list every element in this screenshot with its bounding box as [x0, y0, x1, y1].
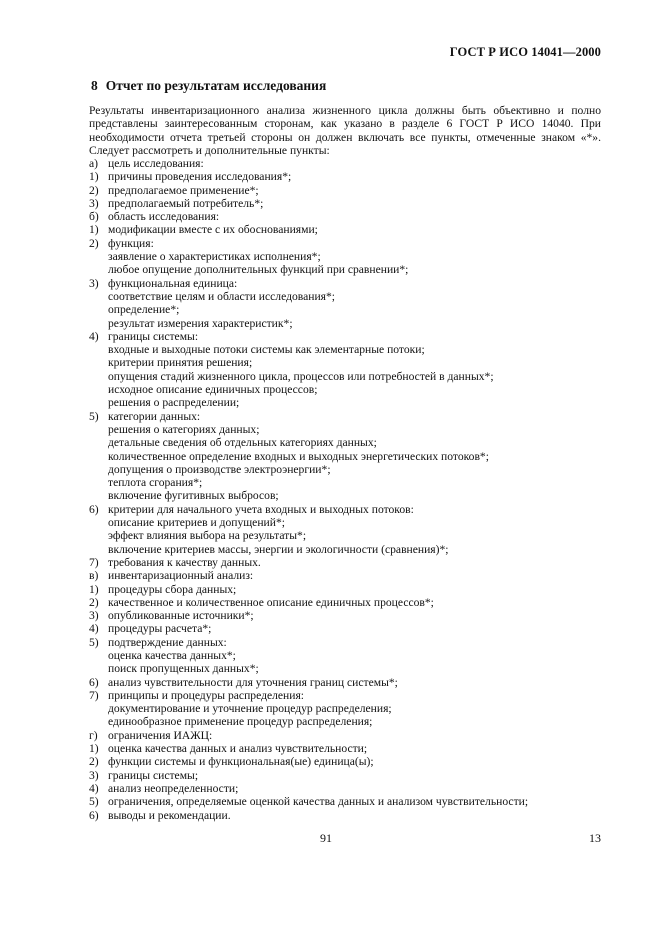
list-item-text: предполагаемое применение*; — [108, 183, 259, 197]
list-item-marker: 6) — [89, 675, 99, 689]
list-item — [89, 277, 609, 290]
list-item-marker: 3) — [89, 768, 99, 782]
list-item — [89, 596, 609, 609]
list-item — [89, 556, 609, 569]
list-item-marker: 2) — [89, 755, 99, 769]
list-item — [89, 676, 609, 689]
list-item-text: допущения о производстве электроэнергии*; — [108, 462, 331, 476]
list-item-marker: 3) — [89, 196, 99, 210]
list-item-marker: в) — [89, 569, 99, 583]
list-item-text: входные и выходные потоки системы как элементарные потоки; — [108, 343, 425, 357]
list-item-marker: 3) — [89, 609, 99, 623]
list-item-marker: 1) — [89, 582, 99, 596]
list-item — [89, 383, 609, 396]
list-item-marker: 5) — [89, 409, 99, 423]
list-item — [89, 170, 609, 183]
list-item-text: решения о категориях данных; — [108, 422, 260, 436]
list-item — [89, 516, 609, 529]
list-item-text: область исследования: — [108, 210, 220, 224]
list-item — [89, 396, 609, 409]
list-item-marker: а) — [89, 157, 99, 170]
list-item-text: анализ неопределенности; — [108, 781, 239, 795]
list-item-text: определение*; — [108, 303, 180, 317]
section-title — [91, 78, 326, 94]
list-item — [89, 197, 609, 210]
list-item — [89, 569, 609, 582]
list-item-marker: 5) — [89, 635, 99, 649]
list-item — [89, 450, 609, 463]
list-item-marker: 7) — [89, 555, 99, 569]
list-item-text: категории данных: — [108, 409, 201, 423]
list-item — [89, 649, 609, 662]
list-item-text: принципы и процедуры распределения: — [108, 688, 305, 702]
list-item-marker: 4) — [89, 781, 99, 795]
list-item — [89, 529, 609, 542]
list-item-marker: 1) — [89, 170, 99, 184]
list-item — [89, 742, 609, 755]
list-item — [89, 622, 609, 635]
list-item — [89, 689, 609, 702]
list-item-text: функция: — [108, 236, 154, 250]
list-item — [89, 729, 609, 742]
list-item-text: границы системы: — [108, 329, 199, 343]
list-item — [89, 263, 609, 276]
list-item-text: документирование и уточнение процедур распределения; — [108, 702, 392, 716]
list-item-text: результат измерения характеристик*; — [108, 316, 293, 330]
list-item-text: подтверждение данных: — [108, 635, 227, 649]
list-item-text: функции системы и функциональная(ые) единица(ы); — [108, 755, 374, 769]
list-item-text: соответствие целям и области исследования*; — [108, 289, 336, 303]
list-item — [89, 423, 609, 436]
list-item-text: теплота сгорания*; — [108, 476, 203, 490]
list-item-text: оценка качества данных*; — [108, 648, 236, 662]
list-item-marker: 4) — [89, 622, 99, 636]
list-item — [89, 702, 609, 715]
standard-header: ГОСТ Р ИСО 14041—2000 — [449, 45, 601, 59]
list-item — [89, 769, 609, 782]
list-item-marker: 7) — [89, 688, 99, 702]
list-item-text: предполагаемый потребитель*; — [108, 196, 264, 210]
list-item — [89, 489, 609, 502]
list-item-marker: 2) — [89, 183, 99, 197]
list-item — [89, 543, 609, 556]
list-item-text: заявление о характеристиках исполнения*; — [108, 250, 321, 264]
list-item-text: поиск пропущенных данных*; — [108, 662, 259, 676]
list-item-text: анализ чувствительности для уточнения границ системы*; — [108, 675, 398, 689]
list-item-text: процедуры сбора данных; — [108, 582, 237, 596]
list-item-text: количественное определение входных и выходных энергетических потоков*; — [108, 449, 489, 463]
list-item-marker: 6) — [89, 808, 99, 822]
list-item-text: оценка качества данных и анализ чувствительности; — [108, 742, 368, 756]
list-item-text: включение критериев массы, энергии и экологичности (сравнения)*; — [108, 542, 449, 556]
list-item — [89, 370, 609, 383]
section-title-text: Отчет по результатам исследования — [105, 78, 327, 93]
list-item-marker: 1) — [89, 223, 99, 237]
list-item-marker: 2) — [89, 236, 99, 250]
list-item-marker: 2) — [89, 595, 99, 609]
list-item — [89, 795, 609, 808]
list-item — [89, 330, 609, 343]
list-item-text: опущения стадий жизненного цикла, процессов или потребностей в данных*; — [108, 369, 494, 383]
list-item-text: критерии для начального учета входных и выходных потоков: — [108, 502, 414, 516]
list-item-text: модификации вместе с их обоснованиями; — [108, 223, 318, 237]
list-item — [89, 343, 609, 356]
list-item-text: описание критериев и допущений*; — [108, 516, 285, 530]
list-item-text: решения о распределении; — [108, 396, 240, 410]
sheet-number: 13 — [589, 831, 601, 845]
list-item — [89, 157, 609, 170]
list-item — [89, 809, 609, 822]
list-item — [89, 662, 609, 675]
list-item-text: причины проведения исследования*; — [108, 170, 292, 184]
list-item — [89, 609, 609, 622]
list-item-text: ограничения, определяемые оценкой качества данных и анализом чувствительности; — [108, 795, 529, 809]
list-item-text: любое опущение дополнительных функций при сравнении*; — [108, 263, 409, 277]
list-item-text: опубликованные источники*; — [108, 609, 254, 623]
list-item-marker: 6) — [89, 502, 99, 516]
list-item — [89, 503, 609, 516]
list-item — [89, 223, 609, 236]
list-item-text: функциональная единица: — [108, 276, 238, 290]
list-item — [89, 715, 609, 728]
list-item — [89, 636, 609, 649]
list-item — [89, 184, 609, 197]
list-item-text: критерии принятия решения; — [108, 356, 253, 370]
list-item-text: ограничения ИАЖЦ: — [108, 728, 213, 742]
requirements-list — [89, 157, 609, 822]
list-item — [89, 250, 609, 263]
intro-paragraph: Результаты инвентаризационного анализа жизненного цикла должны быть объективно и полно представлены заинтересованным сторонам, как указано в разделе 6 ГОСТ Р ИСО 14040. При необходимости отчета третьей стороны он должен включать все пункты, отмеченные знаком «*». Следует рассмотреть и дополнительные пункты: — [89, 104, 601, 157]
list-item-marker: г) — [89, 728, 98, 742]
list-item — [89, 782, 609, 795]
list-item-marker: б) — [89, 210, 99, 224]
list-item-text: инвентаризационный анализ: — [108, 569, 254, 583]
list-item — [89, 317, 609, 330]
list-item-text: цель исследования: — [108, 157, 204, 170]
list-item — [89, 755, 609, 768]
list-item-text: процедуры расчета*; — [108, 622, 212, 636]
list-item — [89, 237, 609, 250]
list-item-marker: 3) — [89, 276, 99, 290]
list-item-text: качественное и количественное описание единичных процессов*; — [108, 595, 434, 609]
list-item-text: эффект влияния выбора на результаты*; — [108, 529, 307, 543]
list-item-text: детальные сведения об отдельных категориях данных; — [108, 436, 377, 450]
list-item — [89, 210, 609, 223]
list-item — [89, 463, 609, 476]
list-item-text: требования к качеству данных. — [108, 555, 261, 569]
page-number: 91 — [320, 831, 332, 845]
list-item-text: исходное описание единичных процессов; — [108, 383, 318, 397]
list-item — [89, 583, 609, 596]
list-item-text: включение фугитивных выбросов; — [108, 489, 279, 503]
list-item — [89, 290, 609, 303]
list-item — [89, 410, 609, 423]
list-item — [89, 476, 609, 489]
list-item-marker: 1) — [89, 742, 99, 756]
list-item — [89, 303, 609, 316]
list-item — [89, 356, 609, 369]
section-number: 8 — [91, 78, 98, 93]
list-item-marker: 4) — [89, 329, 99, 343]
list-item-text: выводы и рекомендации. — [108, 808, 231, 822]
list-item-marker: 5) — [89, 795, 99, 809]
list-item — [89, 436, 609, 449]
list-item-text: границы системы; — [108, 768, 199, 782]
list-item-text: единообразное применение процедур распределения; — [108, 715, 373, 729]
